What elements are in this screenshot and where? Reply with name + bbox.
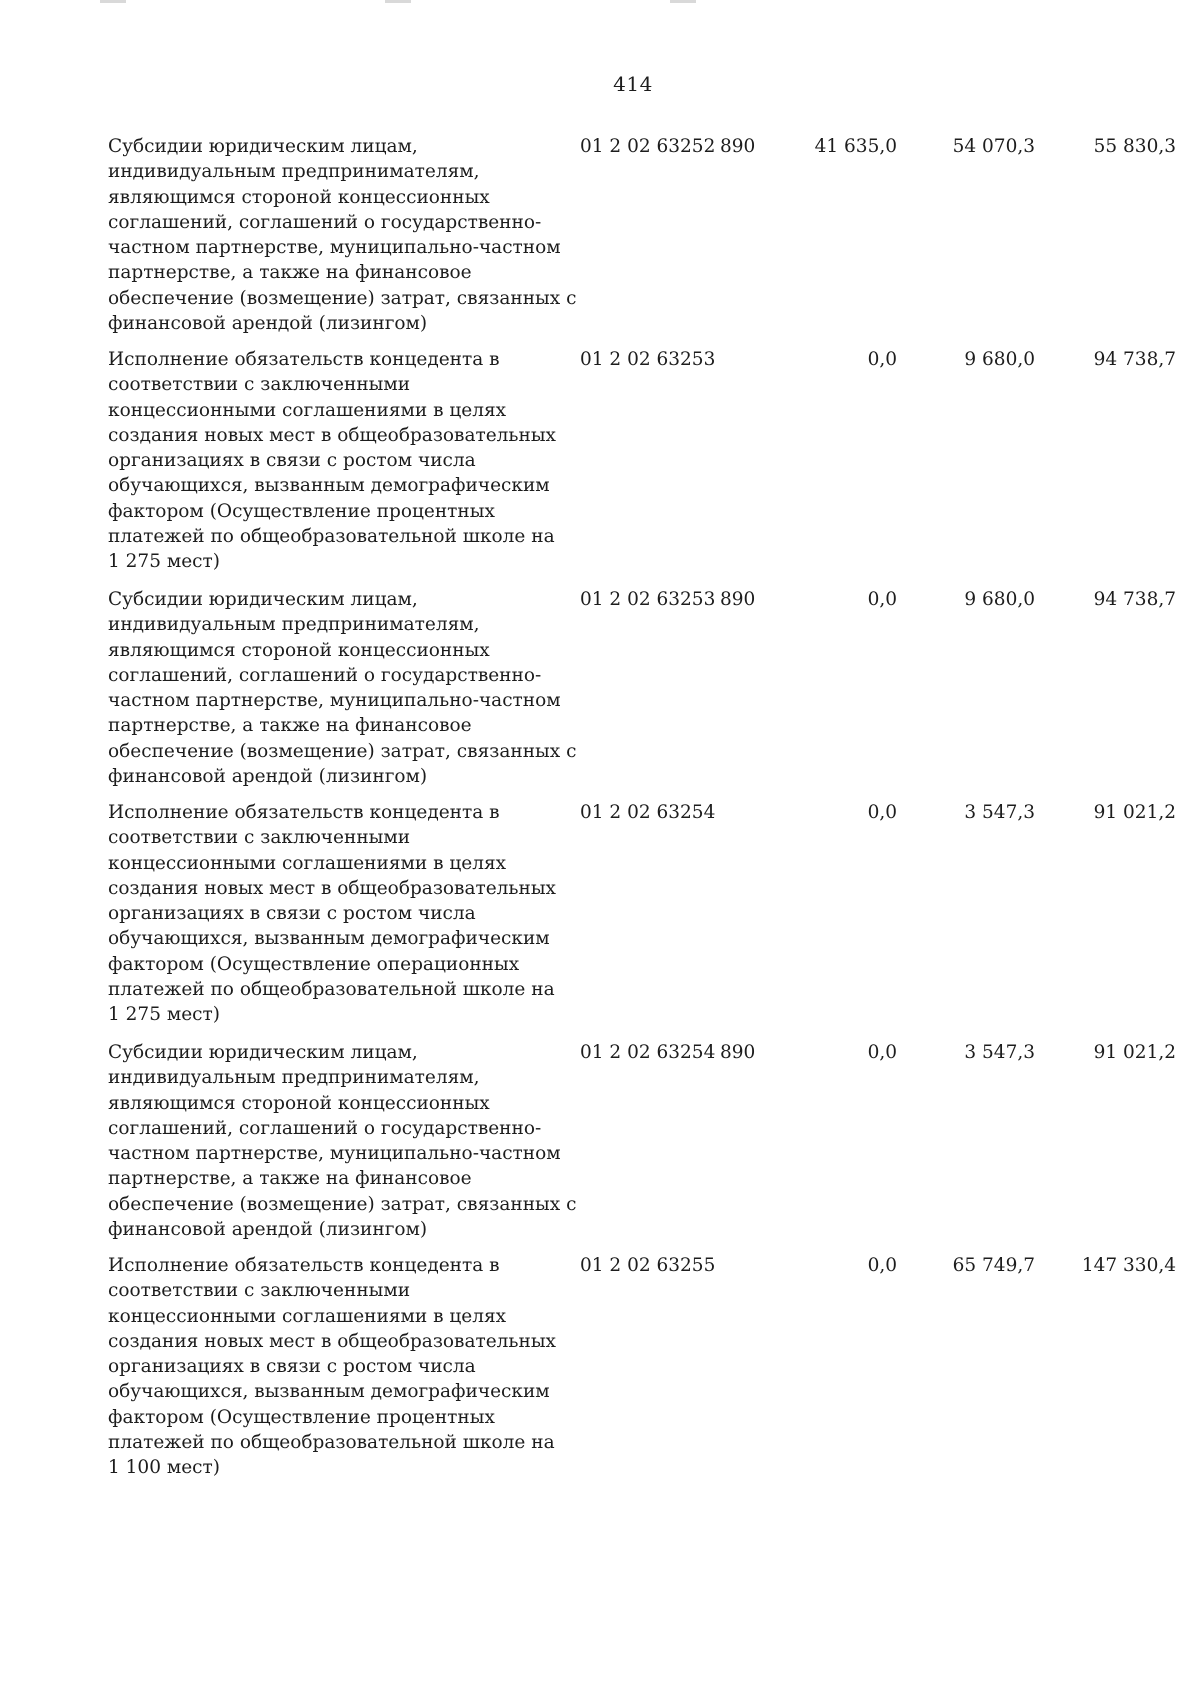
description-line: фактором (Осуществление процентных <box>108 500 495 522</box>
expense-type-code: 890 <box>720 1042 756 1063</box>
description-line: фактором (Осуществление операционных <box>108 953 520 975</box>
description-line: частном партнерстве, муниципально-частном <box>108 690 561 712</box>
amount-year-1: 0,0 <box>867 589 897 610</box>
description-line: обеспечение (возмещение) затрат, связанных с <box>108 1193 577 1215</box>
expense-type-code: 890 <box>720 589 756 610</box>
target-article-code: 01 2 02 63254 <box>580 1042 716 1063</box>
amount-year-1: 0,0 <box>867 1042 897 1063</box>
amount-year-2: 3 547,3 <box>964 802 1035 823</box>
amount-year-2: 54 070,3 <box>952 136 1035 157</box>
description-line: платежей по общеобразовательной школе на <box>108 979 555 1001</box>
amount-year-2: 9 680,0 <box>964 589 1035 610</box>
scan-artifact <box>100 0 126 3</box>
description-line: платежей по общеобразовательной школе на <box>108 526 555 548</box>
description-line: 1 275 мест) <box>108 1004 220 1026</box>
amount-year-1: 41 635,0 <box>814 136 897 157</box>
description-line: являющимся стороной концессионных <box>108 639 490 661</box>
description-line: финансовой арендой (лизингом) <box>108 1219 428 1241</box>
description-line: соответствии с заключенными <box>108 1280 411 1302</box>
description-line: обеспечение (возмещение) затрат, связанных с <box>108 287 577 309</box>
row-description <box>108 347 576 575</box>
description-line: Субсидии юридическим лицам, <box>108 589 418 610</box>
description-line: соглашений, соглашений о государственно- <box>108 211 542 233</box>
row-description <box>108 134 576 336</box>
amount-year-2: 65 749,7 <box>952 1255 1035 1276</box>
description-line: Исполнение обязательств концедента в <box>108 1255 500 1276</box>
amount-year-1: 0,0 <box>867 1255 897 1276</box>
description-line: создания новых мест в общеобразовательных <box>108 424 556 446</box>
amount-year-3: 147 330,4 <box>1081 1255 1176 1276</box>
amount-year-2: 9 680,0 <box>964 349 1035 370</box>
amount-year-3: 94 738,7 <box>1093 349 1176 370</box>
description-line: концессионными соглашениями в целях <box>108 852 507 874</box>
description-line: партнерстве, а также на финансовое <box>108 1168 472 1190</box>
description-line: Субсидии юридическим лицам, <box>108 136 418 157</box>
description-line: индивидуальным предпринимателям, <box>108 1067 480 1089</box>
description-line: создания новых мест в общеобразовательных <box>108 1330 556 1352</box>
scan-artifact <box>385 0 411 3</box>
description-line: партнерстве, а также на финансовое <box>108 715 472 737</box>
description-line: организациях в связи с ростом числа <box>108 1356 476 1378</box>
amount-year-2: 3 547,3 <box>964 1042 1035 1063</box>
description-line: фактором (Осуществление процентных <box>108 1406 495 1428</box>
description-line: являющимся стороной концессионных <box>108 1092 490 1114</box>
description-line: концессионными соглашениями в целях <box>108 1305 507 1327</box>
description-line: Исполнение обязательств концедента в <box>108 349 500 370</box>
target-article-code: 01 2 02 63253 <box>580 589 716 610</box>
description-line: обучающихся, вызванным демографическим <box>108 475 550 497</box>
scan-artifact <box>670 0 696 3</box>
description-line: создания новых мест в общеобразовательных <box>108 877 556 899</box>
row-description <box>108 1253 576 1481</box>
description-line: соответствии с заключенными <box>108 374 411 396</box>
target-article-code: 01 2 02 63255 <box>580 1255 716 1276</box>
row-description <box>108 587 576 789</box>
expense-type-code: 890 <box>720 136 756 157</box>
description-line: организациях в связи с ростом числа <box>108 903 476 925</box>
description-line: частном партнерстве, муниципально-частном <box>108 237 561 259</box>
row-description <box>108 1040 576 1242</box>
description-line: концессионными соглашениями в целях <box>108 399 507 421</box>
description-line: 1 275 мест) <box>108 551 220 573</box>
description-line: обучающихся, вызванным демографическим <box>108 928 550 950</box>
description-line: являющимся стороной концессионных <box>108 186 490 208</box>
description-line: индивидуальным предпринимателям, <box>108 161 480 183</box>
row-description <box>108 800 576 1028</box>
description-line: Субсидии юридическим лицам, <box>108 1042 418 1063</box>
amount-year-3: 55 830,3 <box>1093 136 1176 157</box>
amount-year-1: 0,0 <box>867 349 897 370</box>
amount-year-3: 94 738,7 <box>1093 589 1176 610</box>
amount-year-3: 91 021,2 <box>1093 1042 1176 1063</box>
target-article-code: 01 2 02 63253 <box>580 349 716 370</box>
description-line: индивидуальным предпринимателям, <box>108 614 480 636</box>
description-line: соглашений, соглашений о государственно- <box>108 664 542 686</box>
description-line: организациях в связи с ростом числа <box>108 450 476 472</box>
description-line: платежей по общеобразовательной школе на <box>108 1432 555 1454</box>
description-line: партнерстве, а также на финансовое <box>108 262 472 284</box>
amount-year-1: 0,0 <box>867 802 897 823</box>
description-line: Исполнение обязательств концедента в <box>108 802 500 823</box>
description-line: обучающихся, вызванным демографическим <box>108 1381 550 1403</box>
description-line: финансовой арендой (лизингом) <box>108 766 428 788</box>
description-line: частном партнерстве, муниципально-частном <box>108 1143 561 1165</box>
target-article-code: 01 2 02 63254 <box>580 802 716 823</box>
target-article-code: 01 2 02 63252 <box>580 136 716 157</box>
amount-year-3: 91 021,2 <box>1093 802 1176 823</box>
description-line: соответствии с заключенными <box>108 827 411 849</box>
description-line: 1 100 мест) <box>108 1457 220 1479</box>
description-line: обеспечение (возмещение) затрат, связанных с <box>108 740 577 762</box>
description-line: финансовой арендой (лизингом) <box>108 313 428 335</box>
page-number: 414 <box>613 72 653 96</box>
description-line: соглашений, соглашений о государственно- <box>108 1117 542 1139</box>
